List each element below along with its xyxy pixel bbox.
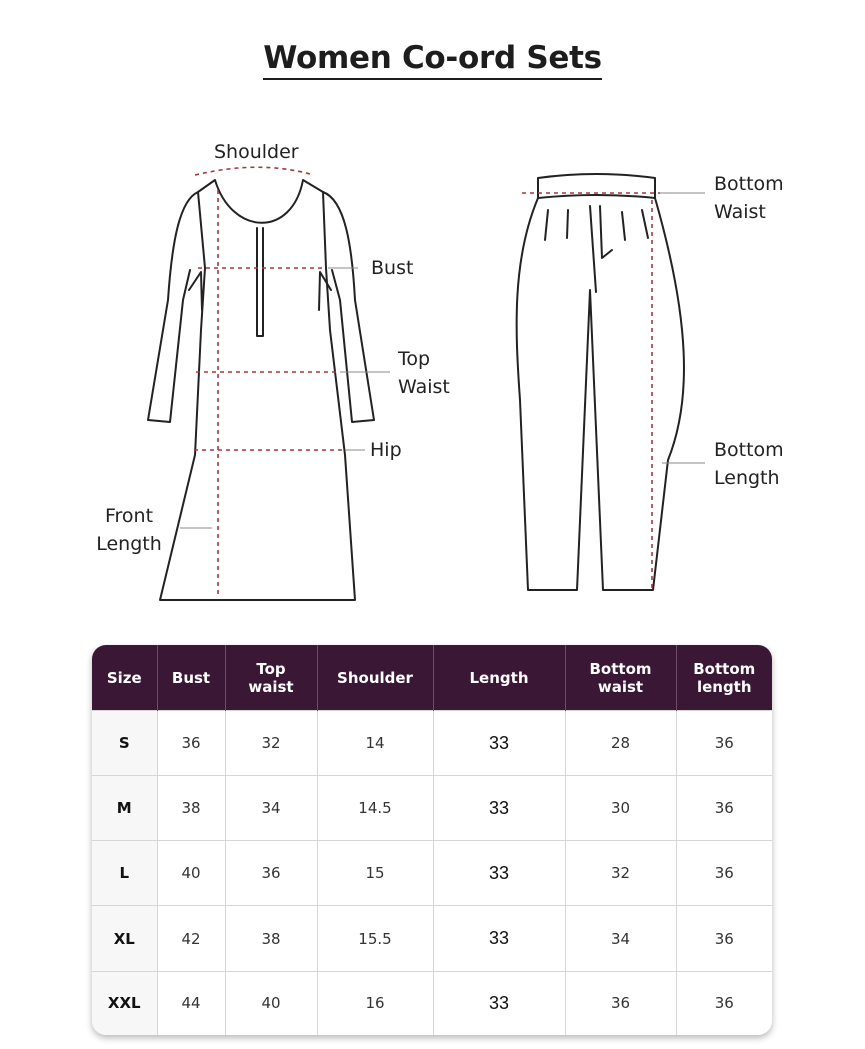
cell-top-waist: 34 [225, 776, 317, 841]
cell-size: XL [92, 906, 157, 971]
cell-length: 33 [433, 841, 565, 906]
label-hip: Hip [370, 439, 402, 461]
pants-illustration [517, 174, 684, 590]
cell-length: 33 [433, 906, 565, 971]
cell-top-waist: 32 [225, 711, 317, 776]
size-table [92, 645, 772, 1035]
cell-size: S [92, 711, 157, 776]
cell-bottom-waist: 28 [565, 711, 676, 776]
table-row [92, 776, 772, 841]
cell-bust: 42 [157, 906, 225, 971]
kurta-guides [194, 167, 342, 598]
cell-bottom-length: 36 [676, 841, 772, 906]
cell-size: M [92, 776, 157, 841]
label-shoulder: Shoulder [214, 141, 299, 163]
cell-bottom-length: 36 [676, 776, 772, 841]
header-size: Size [92, 645, 157, 711]
cell-shoulder: 16 [317, 971, 433, 1035]
cell-shoulder: 14.5 [317, 776, 433, 841]
cell-bottom-length: 36 [676, 971, 772, 1035]
table-row [92, 906, 772, 971]
header-shoulder: Shoulder [317, 645, 433, 711]
label-bust: Bust [371, 257, 414, 279]
cell-bust: 38 [157, 776, 225, 841]
cell-bottom-waist: 32 [565, 841, 676, 906]
cell-bottom-length: 36 [676, 711, 772, 776]
cell-bust: 36 [157, 711, 225, 776]
cell-length: 33 [433, 971, 565, 1035]
header-bust: Bust [157, 645, 225, 711]
header-length: Length [433, 645, 565, 711]
header-bottom-waist: Bottom waist [565, 645, 676, 711]
cell-bottom-length: 36 [676, 906, 772, 971]
header-bottom-length: Bottom length [676, 645, 772, 711]
kurta-leader-lines [180, 268, 390, 528]
label-bottom-length: Bottom Length [714, 439, 784, 489]
cell-top-waist: 40 [225, 971, 317, 1035]
cell-bust: 40 [157, 841, 225, 906]
page-title: Women Co-ord Sets [0, 40, 865, 76]
kurta-top-illustration [148, 180, 374, 600]
cell-length: 33 [433, 711, 565, 776]
label-bottom-waist: Bottom Waist [714, 173, 784, 223]
cell-bottom-waist: 30 [565, 776, 676, 841]
size-chart [92, 645, 772, 1035]
cell-shoulder: 15 [317, 841, 433, 906]
cell-bust: 44 [157, 971, 225, 1035]
pants-guides [522, 193, 660, 588]
table-row [92, 841, 772, 906]
cell-size: XXL [92, 971, 157, 1035]
table-header-row [92, 645, 772, 711]
cell-top-waist: 36 [225, 841, 317, 906]
table-row [92, 971, 772, 1035]
cell-shoulder: 15.5 [317, 906, 433, 971]
table-row [92, 711, 772, 776]
cell-size: L [92, 841, 157, 906]
header-top-waist: Top waist [225, 645, 317, 711]
label-front-length: Front Length [96, 505, 162, 555]
cell-bottom-waist: 34 [565, 906, 676, 971]
cell-length: 33 [433, 776, 565, 841]
cell-shoulder: 14 [317, 711, 433, 776]
cell-top-waist: 38 [225, 906, 317, 971]
label-top-waist: Top Waist [398, 348, 450, 398]
cell-bottom-waist: 36 [565, 971, 676, 1035]
